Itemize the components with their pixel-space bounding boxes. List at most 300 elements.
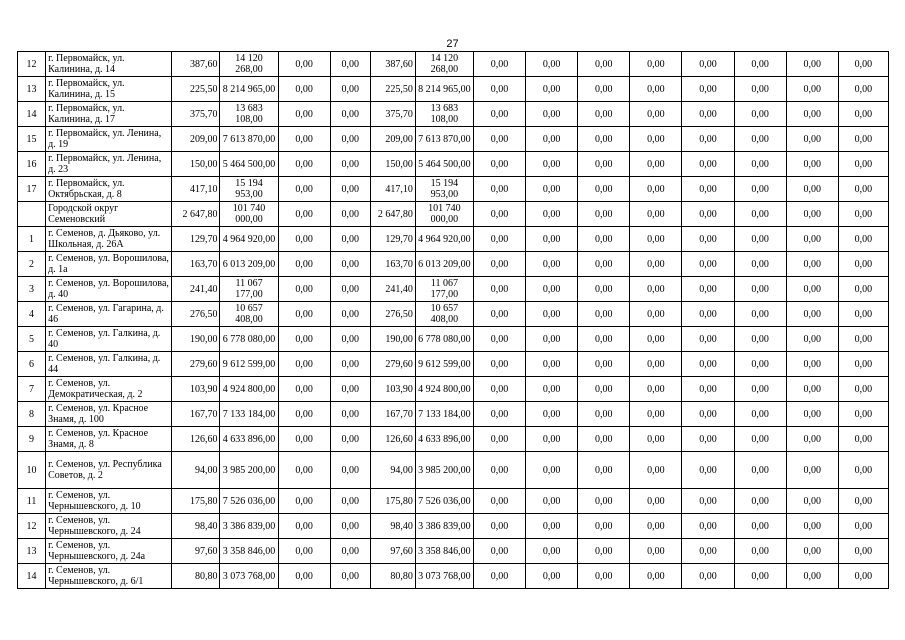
value-cell: 0,00 bbox=[473, 452, 525, 489]
value-cell: 0,00 bbox=[682, 352, 734, 377]
value-cell: 0,00 bbox=[630, 302, 682, 327]
value-cell: 0,00 bbox=[578, 102, 630, 127]
value-cell: 0,00 bbox=[734, 302, 786, 327]
value-cell: 0,00 bbox=[630, 177, 682, 202]
area-cell: 163,70 bbox=[370, 252, 415, 277]
area-cell: 126,60 bbox=[370, 427, 415, 452]
value-cell: 0,00 bbox=[838, 402, 888, 427]
value-cell: 0,00 bbox=[330, 152, 370, 177]
address-cell: Городской округ Семеновский bbox=[46, 202, 172, 227]
value-cell: 0,00 bbox=[630, 327, 682, 352]
value-cell: 0,00 bbox=[578, 252, 630, 277]
value-cell: 0,00 bbox=[278, 539, 330, 564]
page-number: 27 bbox=[446, 38, 459, 50]
cost-cell: 101 740 000,00 bbox=[220, 202, 278, 227]
cost-cell: 7 613 870,00 bbox=[220, 127, 278, 152]
value-cell: 0,00 bbox=[330, 352, 370, 377]
area-cell: 97,60 bbox=[172, 539, 220, 564]
value-cell: 0,00 bbox=[630, 127, 682, 152]
value-cell: 0,00 bbox=[578, 202, 630, 227]
value-cell: 0,00 bbox=[786, 252, 838, 277]
value-cell: 0,00 bbox=[278, 302, 330, 327]
table-row bbox=[18, 302, 889, 327]
value-cell: 0,00 bbox=[526, 327, 578, 352]
area-cell: 209,00 bbox=[172, 127, 220, 152]
value-cell: 0,00 bbox=[682, 564, 734, 589]
value-cell: 0,00 bbox=[278, 352, 330, 377]
table-row bbox=[18, 452, 889, 489]
value-cell: 0,00 bbox=[278, 152, 330, 177]
value-cell: 0,00 bbox=[473, 52, 525, 77]
value-cell: 0,00 bbox=[630, 377, 682, 402]
value-cell: 0,00 bbox=[330, 327, 370, 352]
table-row bbox=[18, 327, 889, 352]
value-cell: 0,00 bbox=[682, 489, 734, 514]
cost-cell: 11 067 177,00 bbox=[415, 277, 473, 302]
cost-cell: 10 657 408,00 bbox=[220, 302, 278, 327]
area-cell: 98,40 bbox=[172, 514, 220, 539]
value-cell: 0,00 bbox=[473, 377, 525, 402]
value-cell: 0,00 bbox=[578, 227, 630, 252]
cost-cell: 7 526 036,00 bbox=[220, 489, 278, 514]
value-cell: 0,00 bbox=[330, 277, 370, 302]
value-cell: 0,00 bbox=[278, 252, 330, 277]
row-number-cell: 6 bbox=[18, 352, 46, 377]
address-cell: г. Первомайск, ул. Калинина, д. 17 bbox=[46, 102, 172, 127]
value-cell: 0,00 bbox=[838, 102, 888, 127]
value-cell: 0,00 bbox=[473, 427, 525, 452]
value-cell: 0,00 bbox=[734, 514, 786, 539]
address-cell: г. Семенов, ул. Чернышевского, д. 24 bbox=[46, 514, 172, 539]
value-cell: 0,00 bbox=[578, 452, 630, 489]
value-cell: 0,00 bbox=[278, 452, 330, 489]
value-cell: 0,00 bbox=[682, 227, 734, 252]
value-cell: 0,00 bbox=[630, 202, 682, 227]
value-cell: 0,00 bbox=[682, 177, 734, 202]
value-cell: 0,00 bbox=[526, 514, 578, 539]
value-cell: 0,00 bbox=[786, 564, 838, 589]
data-table bbox=[17, 51, 889, 589]
area-cell: 417,10 bbox=[172, 177, 220, 202]
value-cell: 0,00 bbox=[786, 202, 838, 227]
address-cell: г. Семенов, ул. Чернышевского, д. 6/1 bbox=[46, 564, 172, 589]
cost-cell: 4 924 800,00 bbox=[220, 377, 278, 402]
value-cell: 0,00 bbox=[786, 352, 838, 377]
value-cell: 0,00 bbox=[838, 77, 888, 102]
row-number-cell: 13 bbox=[18, 77, 46, 102]
value-cell: 0,00 bbox=[473, 102, 525, 127]
area-cell: 225,50 bbox=[172, 77, 220, 102]
value-cell: 0,00 bbox=[330, 202, 370, 227]
table-row bbox=[18, 514, 889, 539]
address-cell: г. Семенов, ул. Ворошилова, д. 1а bbox=[46, 252, 172, 277]
address-cell: г. Семенов, д. Дьяково, ул. Школьная, д. 26А bbox=[46, 227, 172, 252]
cost-cell: 14 120 268,00 bbox=[415, 52, 473, 77]
value-cell: 0,00 bbox=[330, 377, 370, 402]
cost-cell: 3 386 839,00 bbox=[415, 514, 473, 539]
value-cell: 0,00 bbox=[578, 427, 630, 452]
row-number-cell: 17 bbox=[18, 177, 46, 202]
value-cell: 0,00 bbox=[630, 564, 682, 589]
value-cell: 0,00 bbox=[734, 327, 786, 352]
area-cell: 241,40 bbox=[172, 277, 220, 302]
value-cell: 0,00 bbox=[838, 564, 888, 589]
value-cell: 0,00 bbox=[473, 177, 525, 202]
value-cell: 0,00 bbox=[526, 77, 578, 102]
area-cell: 80,80 bbox=[370, 564, 415, 589]
cost-cell: 15 194 953,00 bbox=[220, 177, 278, 202]
table-row bbox=[18, 252, 889, 277]
cost-cell: 8 214 965,00 bbox=[220, 77, 278, 102]
value-cell: 0,00 bbox=[786, 127, 838, 152]
value-cell: 0,00 bbox=[630, 227, 682, 252]
value-cell: 0,00 bbox=[578, 177, 630, 202]
value-cell: 0,00 bbox=[630, 427, 682, 452]
address-cell: г. Первомайск, ул. Ленина, д. 23 bbox=[46, 152, 172, 177]
area-cell: 190,00 bbox=[370, 327, 415, 352]
table-body bbox=[18, 52, 889, 589]
table-row bbox=[18, 377, 889, 402]
value-cell: 0,00 bbox=[734, 152, 786, 177]
cost-cell: 4 964 920,00 bbox=[415, 227, 473, 252]
value-cell: 0,00 bbox=[526, 102, 578, 127]
cost-cell: 3 386 839,00 bbox=[220, 514, 278, 539]
value-cell: 0,00 bbox=[734, 489, 786, 514]
value-cell: 0,00 bbox=[526, 152, 578, 177]
value-cell: 0,00 bbox=[473, 539, 525, 564]
value-cell: 0,00 bbox=[526, 277, 578, 302]
area-cell: 209,00 bbox=[370, 127, 415, 152]
value-cell: 0,00 bbox=[630, 514, 682, 539]
cost-cell: 9 612 599,00 bbox=[415, 352, 473, 377]
value-cell: 0,00 bbox=[786, 327, 838, 352]
value-cell: 0,00 bbox=[278, 402, 330, 427]
area-cell: 150,00 bbox=[172, 152, 220, 177]
row-number-cell: 14 bbox=[18, 564, 46, 589]
row-number-cell: 4 bbox=[18, 302, 46, 327]
cost-cell: 13 683 108,00 bbox=[220, 102, 278, 127]
value-cell: 0,00 bbox=[734, 564, 786, 589]
value-cell: 0,00 bbox=[578, 77, 630, 102]
value-cell: 0,00 bbox=[278, 427, 330, 452]
value-cell: 0,00 bbox=[578, 277, 630, 302]
area-cell: 94,00 bbox=[172, 452, 220, 489]
area-cell: 2 647,80 bbox=[172, 202, 220, 227]
cost-cell: 9 612 599,00 bbox=[220, 352, 278, 377]
value-cell: 0,00 bbox=[578, 539, 630, 564]
address-cell: г. Первомайск, ул. Октябрьская, д. 8 bbox=[46, 177, 172, 202]
area-cell: 126,60 bbox=[172, 427, 220, 452]
value-cell: 0,00 bbox=[278, 277, 330, 302]
value-cell: 0,00 bbox=[786, 52, 838, 77]
value-cell: 0,00 bbox=[330, 52, 370, 77]
value-cell: 0,00 bbox=[526, 52, 578, 77]
area-cell: 387,60 bbox=[370, 52, 415, 77]
area-cell: 103,90 bbox=[172, 377, 220, 402]
area-cell: 375,70 bbox=[370, 102, 415, 127]
row-number-cell: 16 bbox=[18, 152, 46, 177]
value-cell: 0,00 bbox=[630, 52, 682, 77]
value-cell: 0,00 bbox=[682, 427, 734, 452]
value-cell: 0,00 bbox=[473, 402, 525, 427]
value-cell: 0,00 bbox=[786, 277, 838, 302]
cost-cell: 3 358 846,00 bbox=[415, 539, 473, 564]
value-cell: 0,00 bbox=[473, 227, 525, 252]
value-cell: 0,00 bbox=[330, 127, 370, 152]
value-cell: 0,00 bbox=[578, 127, 630, 152]
value-cell: 0,00 bbox=[330, 564, 370, 589]
address-cell: г. Первомайск, ул. Ленина, д. 19 bbox=[46, 127, 172, 152]
cost-cell: 4 633 896,00 bbox=[220, 427, 278, 452]
value-cell: 0,00 bbox=[630, 352, 682, 377]
table-row bbox=[18, 402, 889, 427]
value-cell: 0,00 bbox=[330, 539, 370, 564]
value-cell: 0,00 bbox=[786, 539, 838, 564]
value-cell: 0,00 bbox=[682, 252, 734, 277]
address-cell: г. Первомайск, ул. Калинина, д. 14 bbox=[46, 52, 172, 77]
value-cell: 0,00 bbox=[473, 352, 525, 377]
value-cell: 0,00 bbox=[682, 127, 734, 152]
value-cell: 0,00 bbox=[682, 202, 734, 227]
cost-cell: 3 985 200,00 bbox=[415, 452, 473, 489]
value-cell: 0,00 bbox=[630, 402, 682, 427]
row-number-cell: 1 bbox=[18, 227, 46, 252]
value-cell: 0,00 bbox=[734, 539, 786, 564]
value-cell: 0,00 bbox=[526, 402, 578, 427]
value-cell: 0,00 bbox=[526, 427, 578, 452]
area-cell: 375,70 bbox=[172, 102, 220, 127]
area-cell: 241,40 bbox=[370, 277, 415, 302]
area-cell: 94,00 bbox=[370, 452, 415, 489]
value-cell: 0,00 bbox=[786, 377, 838, 402]
table-row bbox=[18, 489, 889, 514]
value-cell: 0,00 bbox=[734, 227, 786, 252]
value-cell: 0,00 bbox=[578, 514, 630, 539]
area-cell: 276,50 bbox=[370, 302, 415, 327]
table-row bbox=[18, 539, 889, 564]
cost-cell: 15 194 953,00 bbox=[415, 177, 473, 202]
value-cell: 0,00 bbox=[630, 489, 682, 514]
row-number-cell: 12 bbox=[18, 514, 46, 539]
value-cell: 0,00 bbox=[734, 377, 786, 402]
row-number-cell: 12 bbox=[18, 52, 46, 77]
value-cell: 0,00 bbox=[734, 102, 786, 127]
value-cell: 0,00 bbox=[734, 177, 786, 202]
value-cell: 0,00 bbox=[682, 77, 734, 102]
cost-cell: 11 067 177,00 bbox=[220, 277, 278, 302]
address-cell: г. Семенов, ул. Демократическая, д. 2 bbox=[46, 377, 172, 402]
address-cell: г. Семенов, ул. Ворошилова, д. 40 bbox=[46, 277, 172, 302]
value-cell: 0,00 bbox=[838, 539, 888, 564]
value-cell: 0,00 bbox=[786, 77, 838, 102]
value-cell: 0,00 bbox=[578, 377, 630, 402]
value-cell: 0,00 bbox=[526, 127, 578, 152]
value-cell: 0,00 bbox=[734, 202, 786, 227]
table-row bbox=[18, 427, 889, 452]
address-cell: г. Семенов, ул. Республика Советов, д. 2 bbox=[46, 452, 172, 489]
value-cell: 0,00 bbox=[278, 127, 330, 152]
address-cell: г. Семенов, ул. Красное Знамя, д. 8 bbox=[46, 427, 172, 452]
cost-cell: 3 985 200,00 bbox=[220, 452, 278, 489]
value-cell: 0,00 bbox=[630, 539, 682, 564]
cost-cell: 7 526 036,00 bbox=[415, 489, 473, 514]
value-cell: 0,00 bbox=[734, 52, 786, 77]
value-cell: 0,00 bbox=[278, 327, 330, 352]
row-number-cell: 11 bbox=[18, 489, 46, 514]
cost-cell: 6 778 080,00 bbox=[220, 327, 278, 352]
value-cell: 0,00 bbox=[682, 277, 734, 302]
area-cell: 190,00 bbox=[172, 327, 220, 352]
value-cell: 0,00 bbox=[473, 127, 525, 152]
value-cell: 0,00 bbox=[578, 52, 630, 77]
value-cell: 0,00 bbox=[473, 202, 525, 227]
row-number-cell: 3 bbox=[18, 277, 46, 302]
value-cell: 0,00 bbox=[838, 452, 888, 489]
address-cell: г. Семенов, ул. Чернышевского, д. 24а bbox=[46, 539, 172, 564]
area-cell: 98,40 bbox=[370, 514, 415, 539]
address-cell: г. Семенов, ул. Галкина, д. 40 bbox=[46, 327, 172, 352]
area-cell: 80,80 bbox=[172, 564, 220, 589]
value-cell: 0,00 bbox=[682, 402, 734, 427]
cost-cell: 6 778 080,00 bbox=[415, 327, 473, 352]
value-cell: 0,00 bbox=[526, 452, 578, 489]
area-cell: 167,70 bbox=[370, 402, 415, 427]
value-cell: 0,00 bbox=[838, 152, 888, 177]
cost-cell: 7 133 184,00 bbox=[220, 402, 278, 427]
value-cell: 0,00 bbox=[473, 277, 525, 302]
cost-cell: 8 214 965,00 bbox=[415, 77, 473, 102]
area-cell: 276,50 bbox=[172, 302, 220, 327]
cost-cell: 4 964 920,00 bbox=[220, 227, 278, 252]
value-cell: 0,00 bbox=[526, 489, 578, 514]
cost-cell: 10 657 408,00 bbox=[415, 302, 473, 327]
area-cell: 417,10 bbox=[370, 177, 415, 202]
value-cell: 0,00 bbox=[838, 427, 888, 452]
value-cell: 0,00 bbox=[838, 52, 888, 77]
value-cell: 0,00 bbox=[473, 152, 525, 177]
value-cell: 0,00 bbox=[630, 152, 682, 177]
value-cell: 0,00 bbox=[630, 252, 682, 277]
cost-cell: 7 613 870,00 bbox=[415, 127, 473, 152]
value-cell: 0,00 bbox=[682, 327, 734, 352]
row-number-cell bbox=[18, 202, 46, 227]
area-cell: 150,00 bbox=[370, 152, 415, 177]
value-cell: 0,00 bbox=[838, 177, 888, 202]
value-cell: 0,00 bbox=[734, 252, 786, 277]
address-cell: г. Семенов, ул. Чернышевского, д. 10 bbox=[46, 489, 172, 514]
address-cell: г. Первомайск, ул. Калинина, д. 15 bbox=[46, 77, 172, 102]
value-cell: 0,00 bbox=[278, 52, 330, 77]
value-cell: 0,00 bbox=[838, 227, 888, 252]
value-cell: 0,00 bbox=[330, 452, 370, 489]
value-cell: 0,00 bbox=[682, 514, 734, 539]
value-cell: 0,00 bbox=[473, 327, 525, 352]
value-cell: 0,00 bbox=[526, 227, 578, 252]
table-row bbox=[18, 564, 889, 589]
area-cell: 163,70 bbox=[172, 252, 220, 277]
row-number-cell: 13 bbox=[18, 539, 46, 564]
row-number-cell: 9 bbox=[18, 427, 46, 452]
row-number-cell: 7 bbox=[18, 377, 46, 402]
value-cell: 0,00 bbox=[734, 77, 786, 102]
value-cell: 0,00 bbox=[682, 539, 734, 564]
value-cell: 0,00 bbox=[838, 277, 888, 302]
value-cell: 0,00 bbox=[734, 277, 786, 302]
cost-cell: 5 464 500,00 bbox=[415, 152, 473, 177]
value-cell: 0,00 bbox=[330, 77, 370, 102]
value-cell: 0,00 bbox=[330, 177, 370, 202]
value-cell: 0,00 bbox=[473, 302, 525, 327]
cost-cell: 4 633 896,00 bbox=[415, 427, 473, 452]
value-cell: 0,00 bbox=[786, 489, 838, 514]
cost-cell: 14 120 268,00 bbox=[220, 52, 278, 77]
value-cell: 0,00 bbox=[330, 402, 370, 427]
value-cell: 0,00 bbox=[786, 152, 838, 177]
table-row bbox=[18, 227, 889, 252]
table-row bbox=[18, 152, 889, 177]
area-cell: 279,60 bbox=[172, 352, 220, 377]
row-number-cell: 8 bbox=[18, 402, 46, 427]
cost-cell: 5 464 500,00 bbox=[220, 152, 278, 177]
area-cell: 129,70 bbox=[172, 227, 220, 252]
address-cell: г. Семенов, ул. Красное Знамя, д. 100 bbox=[46, 402, 172, 427]
value-cell: 0,00 bbox=[734, 452, 786, 489]
value-cell: 0,00 bbox=[734, 352, 786, 377]
value-cell: 0,00 bbox=[682, 302, 734, 327]
table-row bbox=[18, 202, 889, 227]
table-row bbox=[18, 127, 889, 152]
cost-cell: 101 740 000,00 bbox=[415, 202, 473, 227]
cost-cell: 3 358 846,00 bbox=[220, 539, 278, 564]
value-cell: 0,00 bbox=[278, 514, 330, 539]
table-row bbox=[18, 177, 889, 202]
value-cell: 0,00 bbox=[330, 514, 370, 539]
value-cell: 0,00 bbox=[278, 489, 330, 514]
value-cell: 0,00 bbox=[473, 252, 525, 277]
value-cell: 0,00 bbox=[786, 227, 838, 252]
area-cell: 387,60 bbox=[172, 52, 220, 77]
value-cell: 0,00 bbox=[734, 402, 786, 427]
row-number-cell: 2 bbox=[18, 252, 46, 277]
value-cell: 0,00 bbox=[330, 102, 370, 127]
value-cell: 0,00 bbox=[473, 564, 525, 589]
cost-cell: 6 013 209,00 bbox=[415, 252, 473, 277]
value-cell: 0,00 bbox=[278, 377, 330, 402]
address-cell: г. Семенов, ул. Галкина, д. 44 bbox=[46, 352, 172, 377]
value-cell: 0,00 bbox=[786, 514, 838, 539]
value-cell: 0,00 bbox=[330, 427, 370, 452]
row-number-cell: 15 bbox=[18, 127, 46, 152]
area-cell: 175,80 bbox=[172, 489, 220, 514]
row-number-cell: 14 bbox=[18, 102, 46, 127]
value-cell: 0,00 bbox=[838, 352, 888, 377]
value-cell: 0,00 bbox=[838, 377, 888, 402]
table-row bbox=[18, 352, 889, 377]
area-cell: 97,60 bbox=[370, 539, 415, 564]
value-cell: 0,00 bbox=[526, 252, 578, 277]
value-cell: 0,00 bbox=[838, 202, 888, 227]
value-cell: 0,00 bbox=[578, 352, 630, 377]
value-cell: 0,00 bbox=[734, 427, 786, 452]
value-cell: 0,00 bbox=[526, 302, 578, 327]
value-cell: 0,00 bbox=[330, 227, 370, 252]
area-cell: 2 647,80 bbox=[370, 202, 415, 227]
area-cell: 175,80 bbox=[370, 489, 415, 514]
value-cell: 0,00 bbox=[786, 452, 838, 489]
area-cell: 129,70 bbox=[370, 227, 415, 252]
table-row bbox=[18, 102, 889, 127]
table-row bbox=[18, 77, 889, 102]
